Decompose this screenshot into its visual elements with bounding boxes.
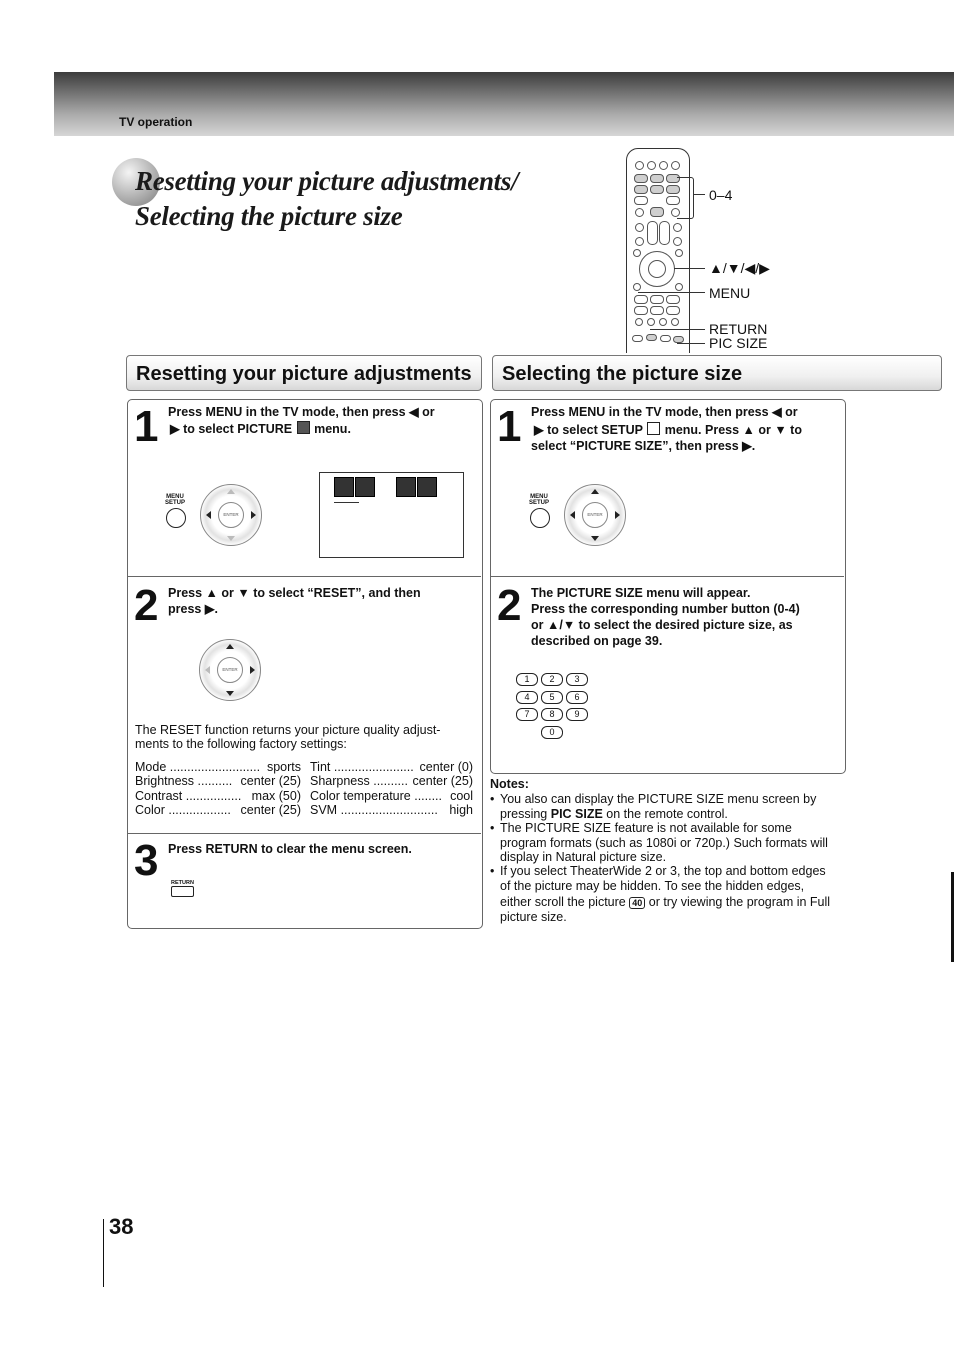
remote-button	[666, 306, 680, 315]
step-instruction-part: menu.	[314, 422, 351, 436]
number-button-3: 3	[566, 673, 588, 686]
step-instruction: described on page 39.	[531, 634, 663, 648]
menu-tab-icon	[355, 477, 375, 497]
menu-tab-icon	[417, 477, 437, 497]
remote-enter-button	[648, 260, 666, 278]
number-button-0: 0	[541, 726, 563, 739]
dpad-icon	[199, 639, 261, 701]
remote-button	[635, 208, 644, 217]
reset-description: The RESET function returns your picture quality adjust-	[135, 723, 441, 737]
callout-leader	[638, 292, 705, 293]
note-item	[490, 792, 856, 821]
note-text: of the picture may be hidden. To see the hidden edges,	[500, 878, 805, 893]
dpad-icon	[564, 484, 626, 546]
left-arrow-icon	[206, 511, 211, 519]
return-button-icon	[171, 886, 194, 897]
setting-value: high	[449, 803, 473, 817]
remote-return-button	[646, 334, 657, 341]
step-number: 3	[134, 836, 157, 885]
note-text: program formats (such as 1080i or 720p.) Such formats will	[500, 835, 828, 850]
tv-menu-screen-illustration	[319, 472, 464, 558]
remote-button	[671, 161, 680, 170]
remote-button	[647, 318, 655, 326]
menu-underline	[334, 502, 359, 503]
remote-button	[650, 295, 664, 304]
step-number: 1	[497, 402, 520, 451]
menu-tab-icon	[396, 477, 416, 497]
note-text	[500, 895, 856, 910]
setting-leader: ..........	[194, 774, 233, 788]
page-reference-icon: 40	[629, 897, 645, 909]
setting-name: Sharpness	[310, 774, 370, 788]
remote-zero-button	[650, 207, 664, 217]
enter-button-icon: ENTER	[582, 502, 608, 528]
callout-return: RETURN	[709, 321, 768, 337]
remote-button	[635, 237, 644, 246]
step-instruction: Press MENU in the TV mode, then press ◀ or	[168, 405, 435, 419]
step-instruction: select “PICTURE SIZE”, then press ▶.	[531, 439, 756, 453]
setting-value: center (25)	[240, 803, 301, 817]
note-item	[490, 864, 856, 924]
step-divider	[128, 576, 481, 577]
right-arrow-icon	[251, 511, 256, 519]
note-text-bold: PIC SIZE	[550, 806, 603, 821]
note-item	[490, 821, 856, 865]
remote-button	[673, 223, 682, 232]
remote-button	[635, 318, 643, 326]
step-divider	[491, 576, 844, 577]
setting-value: sports	[266, 760, 301, 774]
factory-settings-left-column	[135, 760, 301, 820]
setting-value: max (50)	[251, 789, 301, 803]
remote-button	[673, 237, 682, 246]
note-text: You also can display the PICTURE SIZE menu screen by	[500, 792, 817, 806]
step-instruction-part: menu. Press ▲ or ▼ to	[664, 423, 802, 437]
step-number: 2	[497, 581, 520, 630]
section-heading-picture-size: Selecting the picture size	[492, 355, 942, 391]
setting-name: Color	[135, 803, 165, 817]
factory-setting-row	[135, 789, 301, 803]
setting-name: Brightness	[135, 774, 195, 788]
note-text: display in Natural picture size.	[500, 850, 667, 864]
number-button-6: 6	[566, 691, 588, 704]
callout-bracket	[677, 177, 694, 219]
callout-numbers: 0–4	[709, 187, 733, 203]
reset-description: ments to the following factory settings:	[135, 737, 347, 751]
step-instruction: Press MENU in the TV mode, then press ◀ or	[531, 405, 798, 419]
menu-tab-icon	[334, 477, 354, 497]
menu-setup-label: MENU SETUP	[164, 494, 185, 506]
setting-leader: ................	[182, 789, 242, 803]
note-text-part: either scroll the picture	[500, 895, 626, 909]
remote-button	[660, 335, 671, 342]
page-title-line1: Resetting your picture adjustments/	[135, 166, 519, 196]
page-number-rule	[103, 1219, 104, 1287]
menu-setup-button-icon	[530, 508, 550, 528]
page-title-line2: Selecting the picture size	[135, 201, 403, 231]
remote-rocker	[647, 221, 658, 245]
up-arrow-icon	[226, 644, 234, 649]
factory-setting-row	[135, 774, 301, 788]
callout-leader	[650, 329, 705, 330]
setting-value: center (25)	[412, 774, 473, 788]
remote-button	[650, 306, 664, 315]
right-arrow-icon	[250, 666, 255, 674]
left-arrow-icon	[570, 511, 575, 519]
remote-button	[633, 249, 641, 257]
step-instruction-part: ▶ to select SETUP	[534, 423, 643, 437]
left-arrow-icon	[205, 666, 210, 674]
setting-leader: ..........................	[166, 760, 261, 774]
setting-leader: ..........	[369, 774, 408, 788]
step-instruction: Press ▲ or ▼ to select “RESET”, and then	[168, 586, 421, 600]
step-instruction: Press RETURN to clear the menu screen.	[168, 842, 412, 856]
factory-settings-right-column	[310, 760, 473, 820]
remote-button	[647, 161, 656, 170]
remote-menu-button	[633, 283, 641, 291]
setting-leader: ........	[410, 789, 443, 803]
down-arrow-icon	[227, 536, 235, 541]
note-text: picture size.	[500, 909, 567, 924]
page-number: 38	[109, 1214, 134, 1239]
setting-name: SVM	[310, 803, 338, 817]
remote-button	[635, 223, 644, 232]
remote-button	[634, 295, 648, 304]
picture-menu-icon	[297, 421, 310, 434]
remote-button	[635, 161, 644, 170]
note-text-part: or try viewing the program in Full	[648, 895, 831, 909]
down-arrow-icon	[591, 536, 599, 541]
factory-setting-row	[135, 760, 301, 774]
step-instruction-part: ▶ to select PICTURE	[170, 422, 293, 436]
factory-setting-row	[135, 803, 301, 817]
step-number: 1	[134, 402, 157, 451]
remote-button	[675, 249, 683, 257]
setting-name: Contrast	[135, 789, 183, 803]
remote-button	[666, 295, 680, 304]
enter-button-icon: ENTER	[218, 502, 244, 528]
callout-leader	[693, 194, 705, 195]
setting-value: cool	[450, 789, 473, 803]
setup-menu-icon	[647, 422, 660, 435]
step-instruction: The PICTURE SIZE menu will appear.	[531, 586, 751, 600]
step-instruction: or ▲/▼ to select the desired picture size, as	[531, 618, 793, 632]
factory-setting-row	[310, 760, 473, 774]
note-text-part: on the remote control.	[602, 806, 728, 821]
number-button-9: 9	[566, 708, 588, 721]
step-instruction	[534, 422, 802, 439]
menu-setup-label: MENU SETUP	[528, 494, 549, 506]
section-label: TV operation	[119, 115, 193, 129]
remote-button	[659, 318, 667, 326]
callout-menu: MENU	[709, 285, 751, 301]
number-keypad-illustration	[516, 673, 591, 741]
return-label: RETURN	[171, 880, 194, 886]
remote-rocker	[659, 221, 670, 245]
step-instruction: press ▶.	[168, 602, 218, 616]
menu-setup-button-icon	[166, 508, 186, 528]
setting-name: Mode	[135, 760, 167, 774]
down-arrow-icon	[226, 691, 234, 696]
note-text	[500, 807, 856, 822]
up-arrow-icon	[591, 489, 599, 494]
notes-heading: Notes:	[490, 777, 529, 791]
number-button-4: 4	[516, 691, 538, 704]
remote-number-button	[634, 185, 648, 194]
remote-number-button	[634, 174, 648, 183]
setting-value: center (0)	[419, 760, 473, 774]
remote-number-button	[650, 185, 664, 194]
factory-setting-row	[310, 803, 473, 817]
note-bullet: •	[490, 864, 495, 878]
step-divider	[128, 833, 481, 834]
note-text: The PICTURE SIZE feature is not available for some	[500, 821, 792, 835]
step-instruction: Press the corresponding number button (0-4)	[531, 602, 800, 616]
note-bullet: •	[490, 792, 495, 806]
up-arrow-icon	[227, 489, 235, 494]
remote-number-button	[650, 174, 664, 183]
note-text-part: pressing	[500, 806, 551, 821]
remote-button	[659, 161, 668, 170]
callout-leader	[674, 268, 705, 269]
setting-name: Tint	[310, 760, 331, 774]
step-instruction	[170, 421, 351, 438]
number-button-8: 8	[541, 708, 563, 721]
callout-pic-size: PIC SIZE	[709, 335, 768, 351]
factory-setting-row	[310, 774, 473, 788]
remote-button	[632, 335, 643, 342]
step-number: 2	[134, 581, 157, 630]
setting-leader: ..................	[164, 803, 231, 817]
setting-leader: ............................	[337, 803, 438, 817]
remote-button	[634, 306, 648, 315]
factory-setting-row	[310, 789, 473, 803]
number-button-2: 2	[541, 673, 563, 686]
note-text: If you select TheaterWide 2 or 3, the top and bottom edges	[500, 864, 826, 878]
setting-name: Color temperature	[310, 789, 411, 803]
enter-button-icon: ENTER	[217, 657, 243, 683]
callout-leader	[677, 343, 705, 344]
setting-leader: .......................	[330, 760, 414, 774]
callout-arrows: ▲/▼/◀/▶	[709, 260, 770, 276]
number-button-1: 1	[516, 673, 538, 686]
setting-value: center (25)	[240, 774, 301, 788]
right-arrow-icon	[615, 511, 620, 519]
section-heading-reset: Resetting your picture adjustments	[126, 355, 482, 391]
number-button-5: 5	[541, 691, 563, 704]
remote-button	[634, 196, 648, 205]
dpad-icon	[200, 484, 262, 546]
number-button-7: 7	[516, 708, 538, 721]
remote-pic-size-button	[673, 336, 684, 343]
note-bullet: •	[490, 821, 495, 835]
remote-button	[675, 283, 683, 291]
remote-button	[671, 318, 679, 326]
